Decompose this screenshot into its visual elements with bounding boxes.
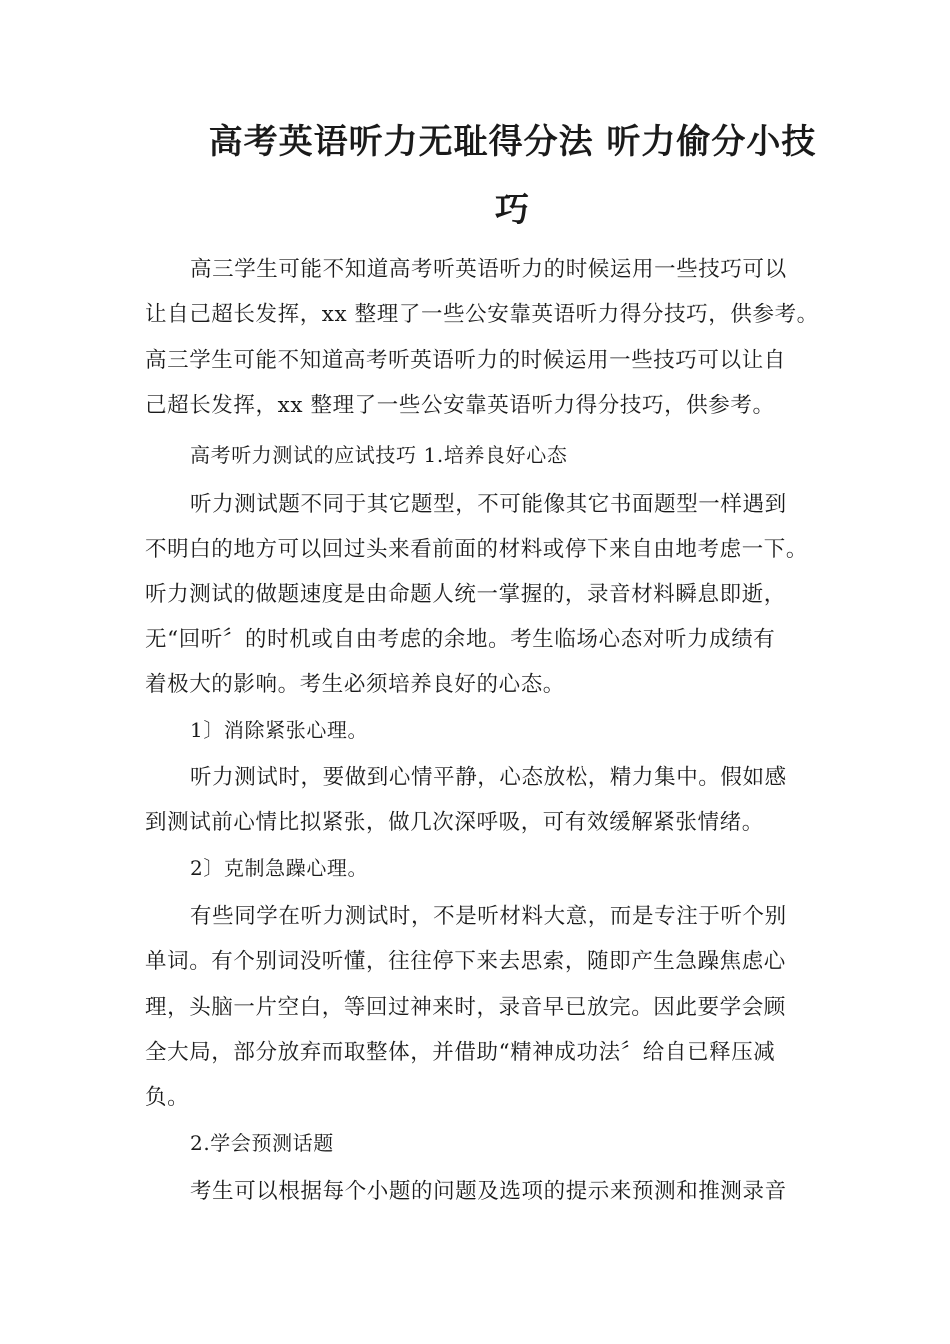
subheading: 2〕克制急躁心理。 <box>190 856 369 880</box>
paragraph-line: 负。 <box>145 1085 190 1110</box>
paragraph-line: 听力测试题不同于其它题型，不可能像其它书面题型一样遇到 <box>190 492 787 517</box>
document-title-line-1: 高考英语听力无耻得分法 听力偷分小技 <box>208 122 817 162</box>
paragraph-line: 理，头脑一片空白，等回过神来时，录音早已放完。因此要学会顾 <box>145 995 786 1020</box>
paragraph-line: 着极大的影响。考生必须培养良好的心态。 <box>145 672 565 697</box>
paragraph-line: 无“回听〞的时机或自由考虑的余地。考生临场心态对听力成绩有 <box>145 627 776 652</box>
paragraph-line: 己超长发挥，xx 整理了一些公安靠英语听力得分技巧，供参考。 <box>145 393 775 418</box>
paragraph-line: 听力测试时，要做到心情平静，心态放松，精力集中。假如感 <box>190 765 787 790</box>
section-heading: 高考听力测试的应试技巧 1.培养良好心态 <box>190 443 568 467</box>
paragraph-line: 让自己超长发挥，xx 整理了一些公安靠英语听力得分技巧，供参考。 <box>145 302 819 327</box>
paragraph-line: 考生可以根据每个小题的问题及选项的提示来预测和推测录音 <box>190 1179 787 1204</box>
paragraph-line: 听力测试的做题速度是由命题人统一掌握的，录音材料瞬息即逝， <box>145 582 786 607</box>
paragraph-line: 有些同学在听力测试时，不是听材料大意，而是专注于听个别 <box>190 904 787 929</box>
paragraph-line: 高三学生可能不知道高考听英语听力的时候运用一些技巧可以 <box>190 257 787 282</box>
subheading: 1〕消除紧张心理。 <box>190 718 369 742</box>
paragraph-line: 全大局，部分放弃而取整体，并借助“精神成功法〞给自已释压减 <box>145 1040 776 1065</box>
paragraph-line: 高三学生可能不知道高考听英语听力的时候运用一些技巧可以让自 <box>145 348 786 373</box>
paragraph-line: 单词。有个别词没听懂，往往停下来去思索，随即产生急躁焦虑心 <box>145 949 786 974</box>
section-heading: 2.学会预测话题 <box>190 1131 334 1155</box>
paragraph-line: 到测试前心情比拟紧张，做几次深呼吸，可有效缓解紧张情绪。 <box>145 810 764 835</box>
document-title-line-2: 巧 <box>495 190 530 230</box>
paragraph-line: 不明白的地方可以回过头来看前面的材料或停下来自由地考虑一下。 <box>145 537 809 562</box>
